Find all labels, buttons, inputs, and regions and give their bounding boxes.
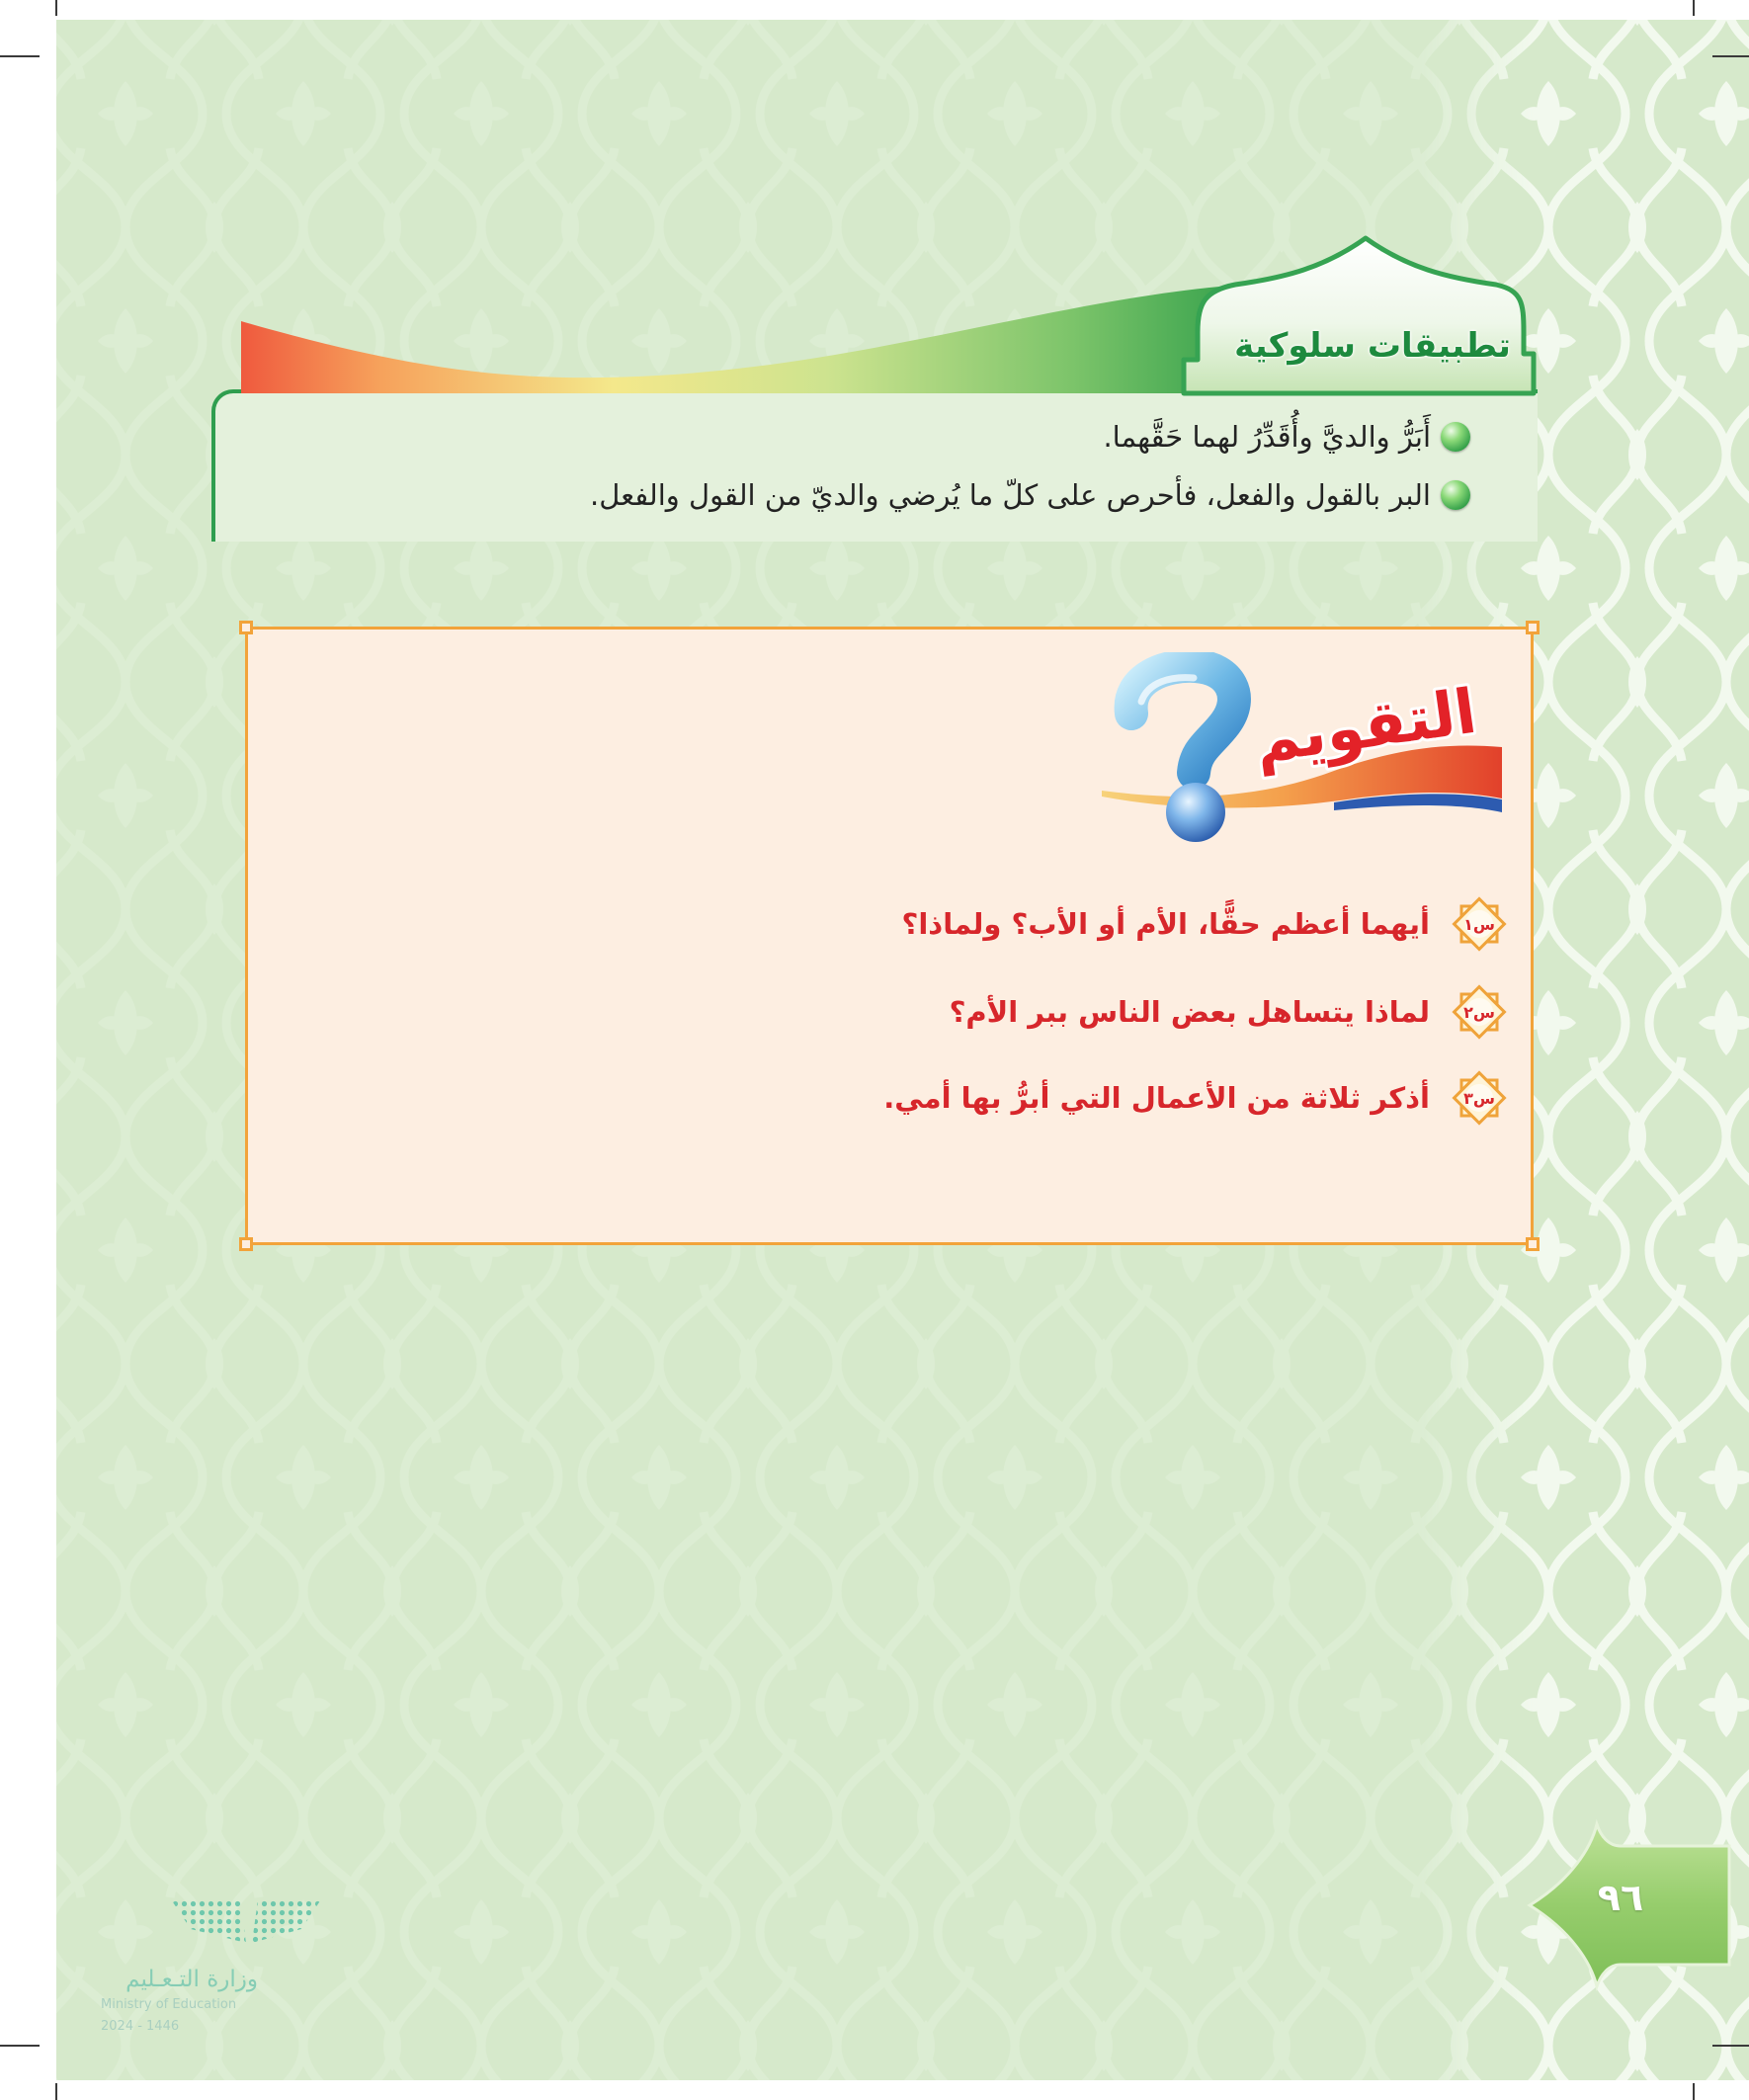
ministry-year: 2024 - 1446	[101, 2019, 180, 2034]
evaluation-title: التقويم	[1250, 674, 1481, 778]
question-label: س٢	[1463, 1003, 1495, 1022]
application-item-2	[590, 473, 1470, 517]
crop-mark	[1693, 2083, 1695, 2100]
crop-mark	[1712, 2045, 1749, 2047]
application-text: أَبَرُّ والديَّ وأُقَدِّرُ لهما حَقَّهما.	[1103, 420, 1431, 454]
question-1	[902, 894, 1507, 954]
green-ball-icon	[1441, 422, 1470, 452]
question-text: أذكر ثلاثة من الأعمال التي أبرُّ بها أمي.	[883, 1081, 1430, 1115]
page-number: ٩٦	[1597, 1876, 1644, 1919]
crop-mark	[0, 55, 40, 57]
gradient-band	[241, 283, 1219, 393]
corner-ornament	[1526, 1237, 1540, 1251]
question-label: س١	[1463, 915, 1495, 934]
corner-ornament	[1526, 621, 1540, 634]
section-title: تطبيقات سلوكية	[1234, 326, 1511, 366]
question-2	[950, 982, 1507, 1042]
application-item-1	[1103, 415, 1470, 459]
ministry-name-arabic: وزارة التـعـليم	[125, 1967, 258, 1992]
question-text: أيهما أعظم حقًّا، الأم أو الأب؟ ولماذا؟	[901, 907, 1430, 941]
question-mark-icon	[1131, 666, 1234, 773]
evaluation-header-graphic	[1087, 652, 1512, 850]
question-mark-dot	[1166, 783, 1225, 842]
star-badge-icon	[1452, 1070, 1507, 1126]
application-text: البر بالقول والفعل، فأحرص على كلّ ما يُرضي والديّ من القول والفعل.	[590, 478, 1431, 512]
crop-mark	[1693, 0, 1695, 16]
corner-ornament	[239, 1237, 253, 1251]
green-ball-icon	[1441, 480, 1470, 510]
crop-mark	[55, 2083, 57, 2100]
crop-mark	[55, 0, 57, 16]
question-3	[883, 1068, 1507, 1128]
applications-box	[211, 389, 1538, 542]
question-text: لماذا يتساهل بعض الناس ببر الأم؟	[949, 995, 1430, 1029]
crop-mark	[1712, 55, 1749, 57]
star-badge-icon	[1452, 896, 1507, 952]
ministry-logo-icon	[171, 1899, 321, 1943]
ministry-name-english: Ministry of Education	[101, 1997, 237, 2012]
question-label: س٣	[1463, 1089, 1495, 1108]
crop-mark	[0, 2045, 40, 2047]
star-badge-icon	[1452, 984, 1507, 1040]
corner-ornament	[239, 621, 253, 634]
